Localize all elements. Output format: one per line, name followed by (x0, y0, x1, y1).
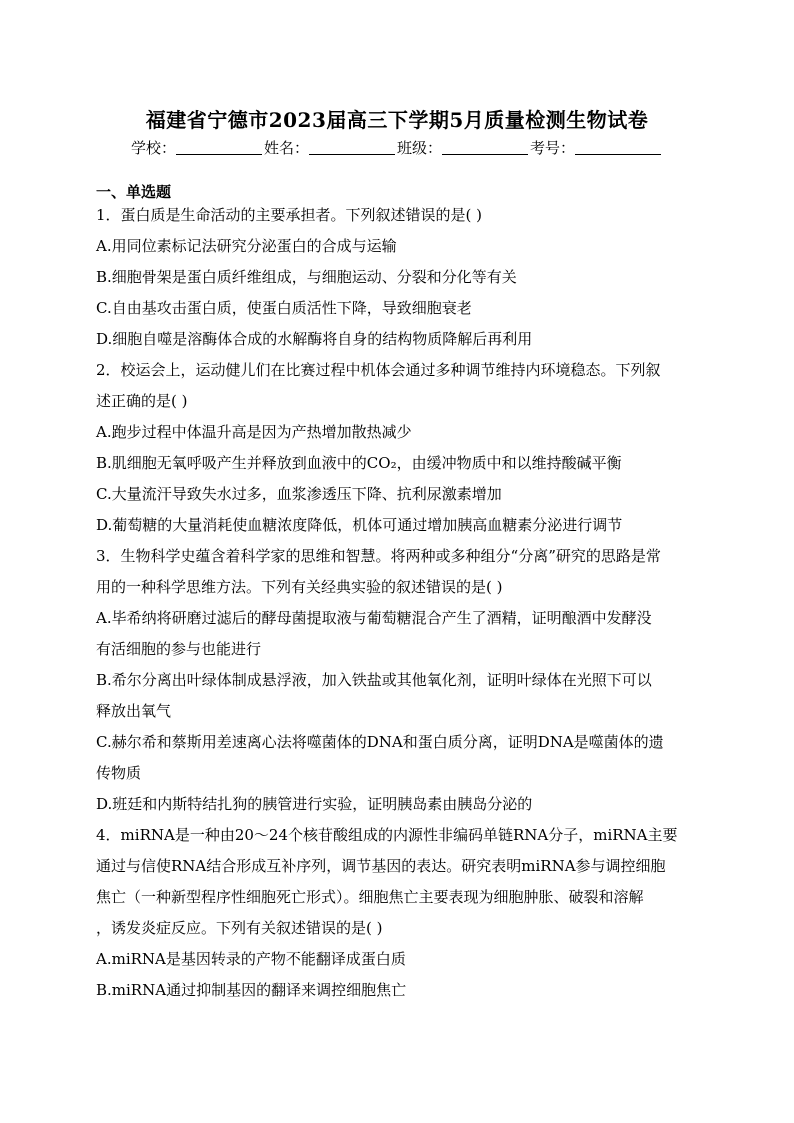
question-2-option-c: C.大量流汗导致失水过多，血浆渗透压下降、抗利尿激素增加 (96, 485, 502, 503)
question-2-option-a: A.跑步过程中体温升高是因为产热增加散热减少 (96, 423, 412, 441)
question-1-stem: 1．蛋白质是生命活动的主要承担者。下列叙述错误的是( ) (96, 206, 483, 224)
question-3-stem-cont: 用的一种科学思维方法。下列有关经典实验的叙述错误的是( ) (96, 578, 503, 596)
question-3-option-a: A.毕希纳将研磨过滤后的酵母菌提取液与葡萄糖混合产生了酒精，证明酿酒中发酵没 (96, 609, 652, 627)
question-2-option-b: B.肌细胞无氧呼吸产生并释放到血液中的CO₂，由缓冲物质中和以维持酸碱平衡 (96, 454, 622, 472)
question-1-option-d: D.细胞自噬是溶酶体合成的水解酶将自身的结构物质降解后再利用 (96, 330, 533, 348)
exam-title: 福建省宁德市2023届高三下学期5月质量检测生物试卷 (145, 108, 649, 132)
school-blank (176, 140, 262, 155)
class-label: 班级： (397, 139, 443, 157)
question-4-option-b: B.miRNA通过抑制基因的翻译来调控细胞焦亡 (96, 981, 407, 999)
school-label: 学校： (130, 139, 176, 157)
question-2-stem-cont: 述正确的是( ) (96, 392, 188, 410)
question-4-stem: 4．miRNA是一种由20～24个核苷酸组成的内源性非编码单链RNA分子，miRNA主要 (96, 826, 678, 844)
question-4-option-a: A.miRNA是基因转录的产物不能翻译成蛋白质 (96, 950, 406, 968)
id-label: 考号： (530, 139, 576, 157)
name-blank (309, 140, 395, 155)
class-blank (442, 140, 528, 155)
question-3-option-b: B.希尔分离出叶绿体制成悬浮液，加入铁盐或其他氧化剂，证明叶绿体在光照下可以 (96, 671, 652, 689)
question-3-option-d: D.班廷和内斯特结扎狗的胰管进行实验，证明胰岛素由胰岛分泌的 (96, 795, 533, 813)
question-1-option-c: C.自由基攻击蛋白质，使蛋白质活性下降，导致细胞衰老 (96, 299, 472, 317)
student-info-row (0, 137, 794, 158)
question-1-option-a: A.用同位素标记法研究分泌蛋白的合成与运输 (96, 237, 397, 255)
question-2-stem: 2．校运会上，运动健儿们在比赛过程中机体会通过多种调节维持内环境稳态。下列叙 (96, 361, 661, 379)
name-label: 姓名： (263, 139, 309, 157)
id-blank (575, 140, 661, 155)
question-3-option-c: C.赫尔希和蔡斯用差速离心法将噬菌体的DNA和蛋白质分离，证明DNA是噬菌体的遗 (96, 733, 664, 751)
question-4-stem-cont-1: 通过与信使RNA结合形成互补序列，调节基因的表达。研究表明miRNA参与调控细胞 (96, 857, 666, 875)
question-4-stem-cont-3: ，诱发炎症反应。下列有关叙述错误的是( ) (96, 919, 383, 937)
question-2-option-d: D.葡萄糖的大量消耗使血糖浓度降低，机体可通过增加胰高血糖素分泌进行调节 (96, 516, 623, 534)
question-3-option-a-cont: 有活细胞的参与也能进行 (96, 640, 262, 658)
question-1-option-b: B.细胞骨架是蛋白质纤维组成，与细胞运动、分裂和分化等有关 (96, 268, 517, 286)
question-4-stem-cont-2: 焦亡（一种新型程序性细胞死亡形式）。细胞焦亡主要表现为细胞肿胀、破裂和溶解 (96, 888, 644, 906)
question-3-option-c-cont: 传物质 (96, 764, 142, 782)
question-3-option-b-cont: 释放出氧气 (96, 702, 172, 720)
question-3-stem: 3．生物科学史蕴含着科学家的思维和智慧。将两种或多种组分“分离”研究的思路是常 (96, 547, 661, 565)
section-heading: 一、单选题 (96, 183, 172, 201)
